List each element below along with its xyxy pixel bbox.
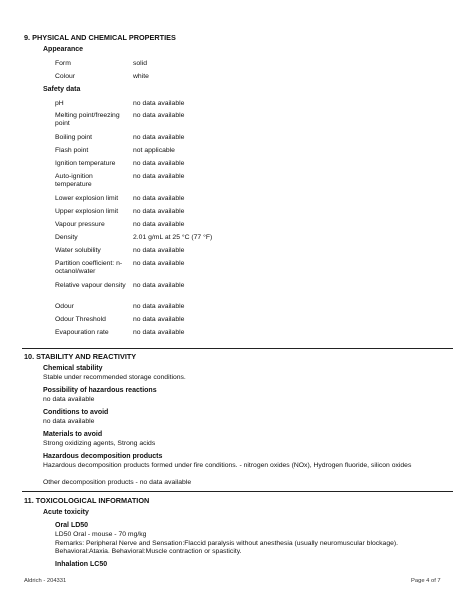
property-value: no data available bbox=[133, 195, 185, 202]
property-value: no data available bbox=[133, 303, 185, 310]
subsection-text: no data available bbox=[43, 418, 95, 425]
oral-ld50-value: LD50 Oral - mouse - 70 mg/kg bbox=[55, 531, 147, 538]
property-value: no data available bbox=[133, 329, 185, 336]
oral-ld50-remarks: Remarks: Peripheral Nerve and Sensation:Flaccid paralysis without anesthesia (usually neuromuscular blockage). Behavioral:Ataxia. Behavioral:Muscle contraction or spasticity. bbox=[55, 540, 399, 556]
property-label: Evapouration rate bbox=[55, 329, 109, 336]
subsection-heading: Possibility of hazardous reactions bbox=[43, 387, 157, 394]
property-label: Colour bbox=[55, 73, 76, 80]
property-value: no data available bbox=[133, 112, 185, 119]
appearance-heading: Appearance bbox=[43, 46, 84, 53]
property-label: Form bbox=[55, 60, 71, 67]
property-value: no data available bbox=[133, 134, 185, 141]
subsection-heading: Hazardous decomposition products bbox=[43, 453, 163, 460]
subsection-text: Stable under recommended storage conditions. bbox=[43, 374, 186, 381]
property-label: Flash point bbox=[55, 147, 89, 154]
subsection-text: Strong oxidizing agents, Strong acids bbox=[43, 440, 156, 447]
property-label: Ignition temperature bbox=[55, 160, 116, 167]
property-label: Odour bbox=[55, 303, 74, 310]
property-value: no data available bbox=[133, 316, 185, 323]
subsection-text: Hazardous decomposition products formed under fire conditions. - nitrogen oxides (NOx), Hydrogen fluoride, silicon oxides bbox=[43, 462, 412, 469]
property-label: Vapour pressure bbox=[55, 221, 105, 228]
footer-product-id: Aldrich - 204331 bbox=[24, 578, 67, 584]
subsection-heading: Conditions to avoid bbox=[43, 409, 109, 416]
acute-toxicity-heading: Acute toxicity bbox=[43, 509, 89, 516]
subsection-heading: Materials to avoid bbox=[43, 431, 103, 438]
section-9-title: 9. PHYSICAL AND CHEMICAL PROPERTIES bbox=[24, 33, 176, 42]
property-value: no data available bbox=[133, 247, 185, 254]
subsection-text: no data available bbox=[43, 396, 95, 403]
property-value: no data available bbox=[133, 173, 185, 180]
oral-ld50-heading: Oral LD50 bbox=[55, 522, 89, 529]
property-value: no data available bbox=[133, 100, 185, 107]
property-value: no data available bbox=[133, 260, 185, 267]
section-divider bbox=[22, 491, 453, 492]
property-value: 2.01 g/mL at 25 °C (77 °F) bbox=[133, 234, 213, 241]
property-value: no data available bbox=[133, 160, 185, 167]
property-label: pH bbox=[55, 100, 64, 107]
property-label: Odour Threshold bbox=[55, 316, 106, 323]
section-11-title: 11. TOXICOLOGICAL INFORMATION bbox=[24, 496, 150, 505]
property-value: no data available bbox=[133, 282, 185, 289]
property-label: Auto-ignition temperature bbox=[55, 173, 93, 189]
subsection-heading: Chemical stability bbox=[43, 365, 103, 372]
property-value: no data available bbox=[133, 221, 185, 228]
section-10-title: 10. STABILITY AND REACTIVITY bbox=[24, 352, 137, 361]
property-label: Upper explosion limit bbox=[55, 208, 119, 215]
property-label: Water solubility bbox=[55, 247, 101, 254]
property-label: Lower explosion limit bbox=[55, 195, 119, 202]
property-label: Density bbox=[55, 234, 78, 241]
safety-data-heading: Safety data bbox=[43, 86, 81, 93]
property-value: not applicable bbox=[133, 147, 175, 154]
property-value: no data available bbox=[133, 208, 185, 215]
property-label: Melting point/freezing point bbox=[55, 112, 120, 128]
property-value: white bbox=[133, 73, 149, 80]
footer-page-number: Page 4 of 7 bbox=[411, 578, 441, 584]
property-value: solid bbox=[133, 60, 147, 67]
property-label: Relative vapour density bbox=[55, 282, 126, 289]
inhalation-lc50-heading: Inhalation LC50 bbox=[55, 561, 108, 568]
property-label: Boiling point bbox=[55, 134, 93, 141]
property-label: Partition coefficient: n-octanol/water bbox=[55, 260, 123, 276]
subsection-text: Other decomposition products - no data available bbox=[43, 479, 192, 486]
section-divider bbox=[22, 348, 453, 349]
